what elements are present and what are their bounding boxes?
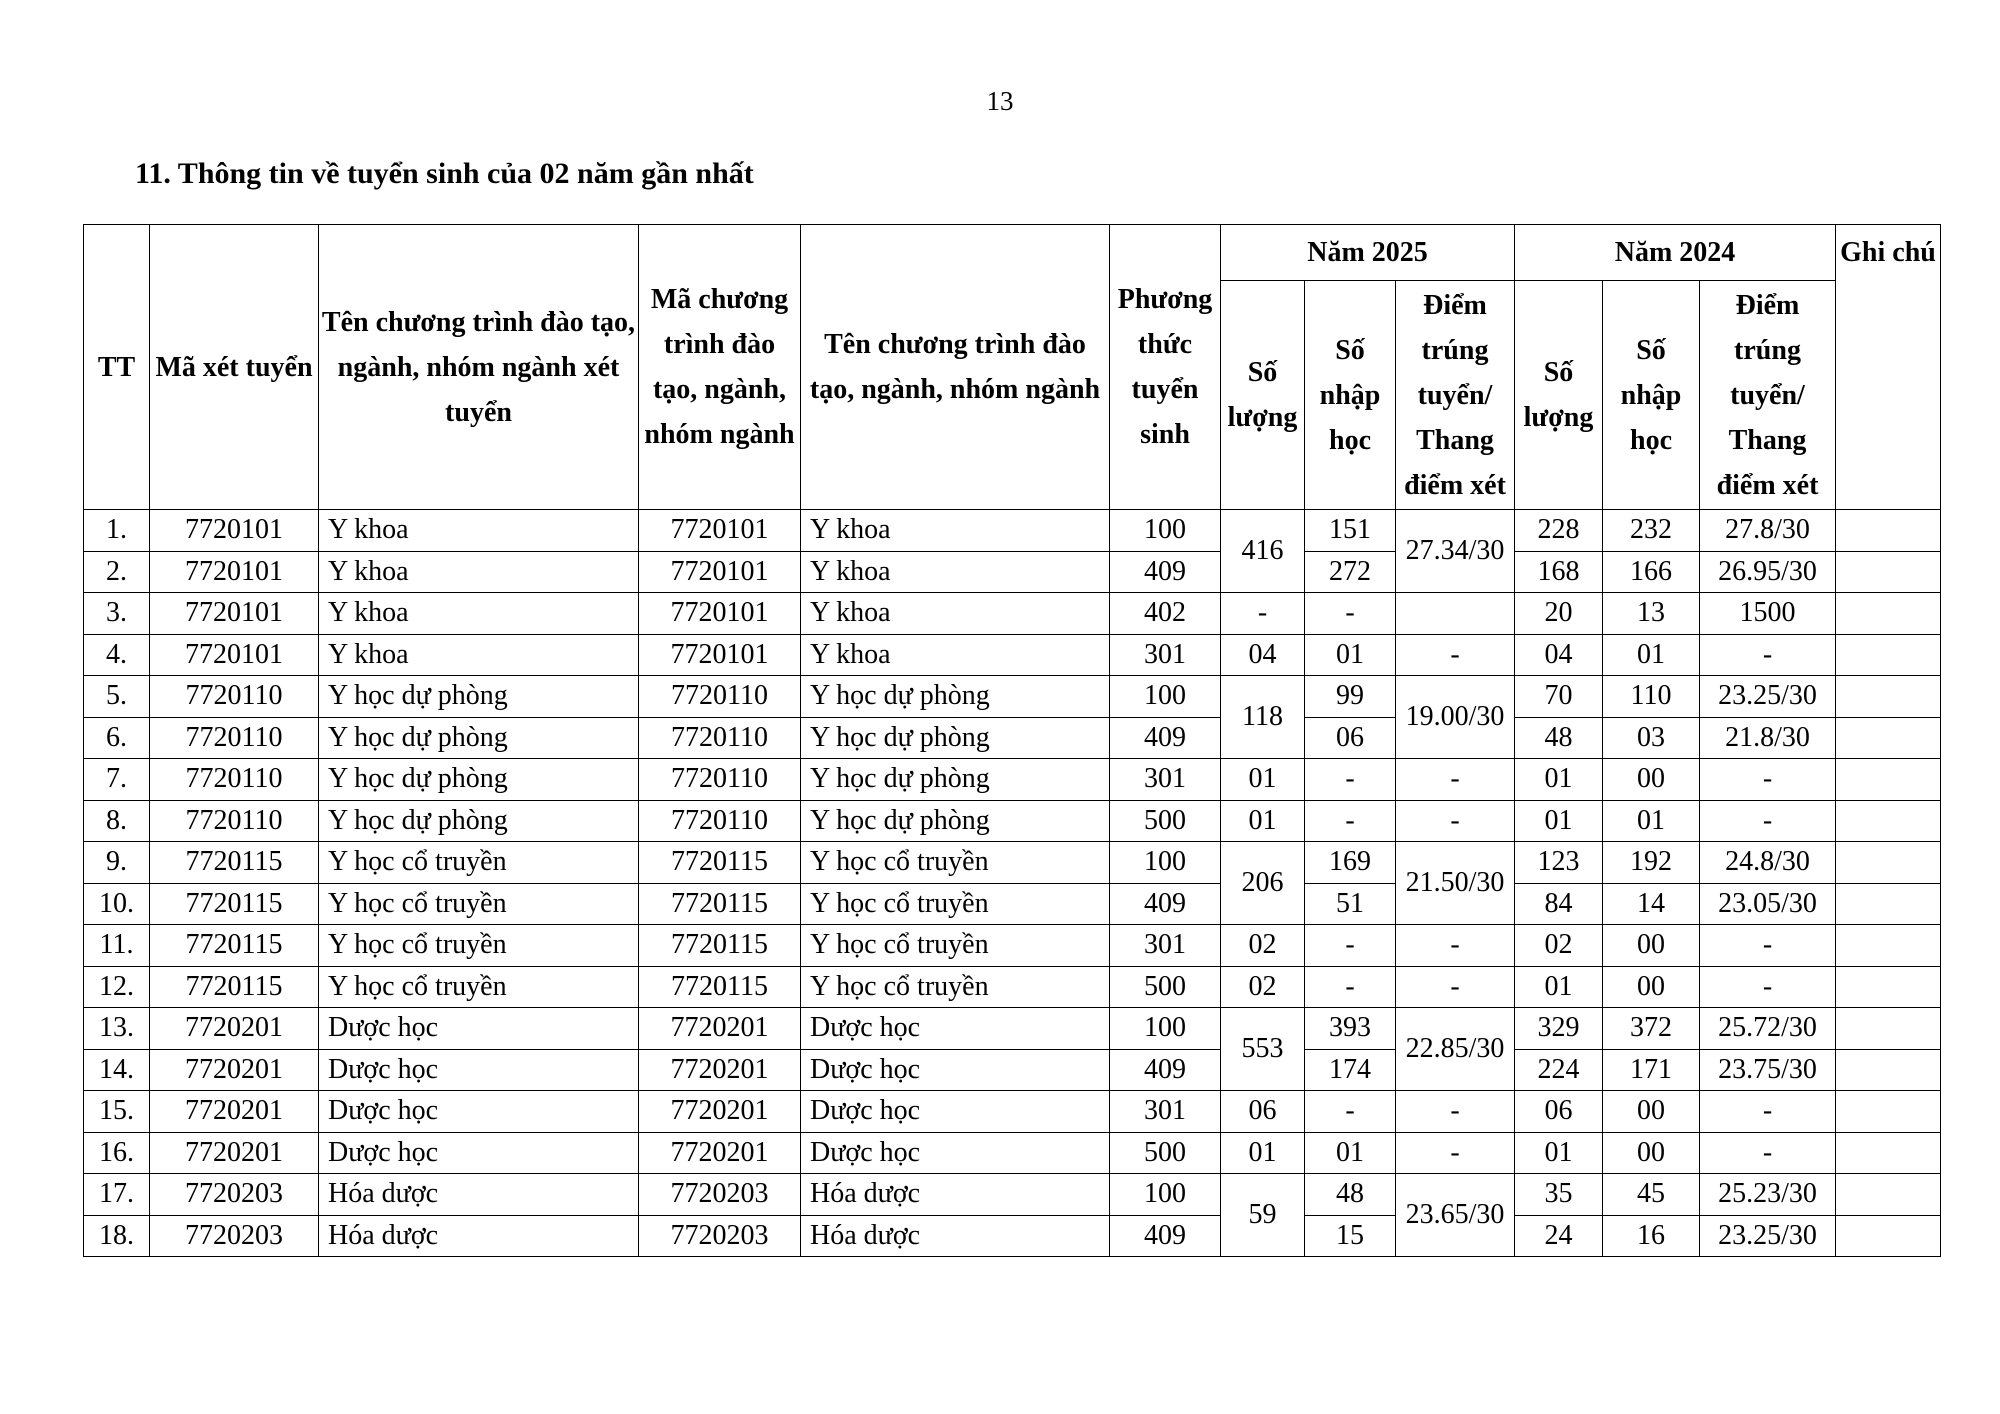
cell-so-luong-2025: 59 [1221,1174,1305,1257]
cell-so-luong-2025: 06 [1221,1091,1305,1133]
cell-so-luong-2025: 206 [1221,842,1305,925]
cell-diem-2024: 1500 [1700,593,1836,635]
cell-tt: 12. [84,966,150,1008]
table-row [84,925,1941,967]
cell-so-luong-2024: 01 [1515,966,1603,1008]
cell-so-nhap-hoc-2024: 110 [1603,676,1700,718]
cell-tt: 3. [84,593,150,635]
cell-ten-ct: Hóa dược [801,1174,1110,1216]
cell-diem-2025: - [1396,966,1515,1008]
cell-phuong-thuc: 409 [1110,717,1221,759]
cell-diem-2024: 25.23/30 [1700,1174,1836,1216]
table-row [84,966,1941,1008]
cell-so-nhap-hoc-2024: 166 [1603,551,1700,593]
cell-ma-ct: 7720201 [639,1091,801,1133]
cell-ma-xet-tuyen: 7720115 [150,842,319,884]
cell-ten-ct-xet-tuyen: Dược học [319,1132,639,1174]
cell-ten-ct: Y khoa [801,551,1110,593]
cell-phuong-thuc: 500 [1110,1132,1221,1174]
header-ghi-chu: Ghi chú [1836,225,1941,510]
cell-phuong-thuc: 301 [1110,925,1221,967]
cell-ghi-chu [1836,1174,1941,1216]
header-so-luong-2025: Số lượng [1221,281,1305,510]
cell-tt: 18. [84,1215,150,1257]
cell-ma-ct: 7720115 [639,966,801,1008]
cell-ghi-chu [1836,1091,1941,1133]
cell-tt: 14. [84,1049,150,1091]
cell-so-nhap-hoc-2024: 03 [1603,717,1700,759]
cell-so-luong-2025: 02 [1221,925,1305,967]
admissions-table [83,224,1941,1257]
table-row [84,593,1941,635]
cell-diem-2025: - [1396,800,1515,842]
cell-so-luong-2025: 01 [1221,1132,1305,1174]
table-row [84,1132,1941,1174]
cell-ten-ct-xet-tuyen: Y khoa [319,551,639,593]
cell-diem-2025: - [1396,634,1515,676]
header-diem-2025: Điểm trúng tuyển/ Thang điểm xét [1396,281,1515,510]
cell-ten-ct-xet-tuyen: Y khoa [319,634,639,676]
cell-so-nhap-hoc-2025: 51 [1305,883,1396,925]
cell-so-nhap-hoc-2024: 13 [1603,593,1700,635]
cell-ghi-chu [1836,634,1941,676]
cell-diem-2025: - [1396,759,1515,801]
cell-ten-ct: Y học cổ truyền [801,925,1110,967]
cell-ma-xet-tuyen: 7720101 [150,634,319,676]
cell-so-nhap-hoc-2024: 171 [1603,1049,1700,1091]
cell-tt: 8. [84,800,150,842]
table-body [84,510,1941,1257]
cell-ten-ct: Y học dự phòng [801,759,1110,801]
cell-so-luong-2025: 04 [1221,634,1305,676]
cell-ma-ct: 7720201 [639,1049,801,1091]
cell-diem-2024: - [1700,1132,1836,1174]
cell-so-luong-2025: 553 [1221,1008,1305,1091]
cell-ten-ct: Y học dự phòng [801,800,1110,842]
cell-ghi-chu [1836,1049,1941,1091]
cell-phuong-thuc: 301 [1110,1091,1221,1133]
cell-ma-xet-tuyen: 7720201 [150,1132,319,1174]
cell-so-luong-2025: 02 [1221,966,1305,1008]
cell-ten-ct-xet-tuyen: Y học dự phòng [319,676,639,718]
cell-tt: 1. [84,510,150,552]
table-header [84,225,1941,510]
cell-ghi-chu [1836,1008,1941,1050]
cell-ma-xet-tuyen: 7720203 [150,1215,319,1257]
cell-so-luong-2024: 01 [1515,759,1603,801]
cell-diem-2024: 23.25/30 [1700,676,1836,718]
cell-ten-ct-xet-tuyen: Dược học [319,1091,639,1133]
cell-ten-ct-xet-tuyen: Y học cổ truyền [319,966,639,1008]
cell-so-luong-2024: 70 [1515,676,1603,718]
cell-ten-ct-xet-tuyen: Y học cổ truyền [319,842,639,884]
cell-so-luong-2025: 118 [1221,676,1305,759]
cell-tt: 4. [84,634,150,676]
cell-ten-ct-xet-tuyen: Y khoa [319,510,639,552]
cell-so-luong-2024: 84 [1515,883,1603,925]
cell-so-luong-2024: 24 [1515,1215,1603,1257]
header-so-nhap-hoc-2025: Số nhập học [1305,281,1396,510]
cell-ma-xet-tuyen: 7720201 [150,1008,319,1050]
cell-so-nhap-hoc-2024: 01 [1603,634,1700,676]
cell-diem-2024: 23.75/30 [1700,1049,1836,1091]
cell-tt: 5. [84,676,150,718]
header-so-luong-2024: Số lượng [1515,281,1603,510]
cell-ten-ct: Y khoa [801,510,1110,552]
cell-so-nhap-hoc-2025: 151 [1305,510,1396,552]
cell-so-luong-2024: 01 [1515,800,1603,842]
cell-phuong-thuc: 500 [1110,966,1221,1008]
cell-ma-ct: 7720110 [639,676,801,718]
cell-diem-2025: - [1396,1132,1515,1174]
cell-phuong-thuc: 500 [1110,800,1221,842]
table-row [84,800,1941,842]
cell-so-nhap-hoc-2025: - [1305,759,1396,801]
cell-so-luong-2024: 06 [1515,1091,1603,1133]
cell-tt: 15. [84,1091,150,1133]
cell-ma-ct: 7720201 [639,1008,801,1050]
cell-ma-xet-tuyen: 7720101 [150,593,319,635]
cell-ma-xet-tuyen: 7720115 [150,883,319,925]
cell-so-nhap-hoc-2025: 169 [1305,842,1396,884]
cell-ten-ct-xet-tuyen: Hóa dược [319,1174,639,1216]
cell-diem-2025: - [1396,925,1515,967]
cell-diem-2024: - [1700,634,1836,676]
cell-so-luong-2024: 35 [1515,1174,1603,1216]
cell-so-nhap-hoc-2025: 01 [1305,1132,1396,1174]
cell-ten-ct: Y học cổ truyền [801,883,1110,925]
cell-phuong-thuc: 100 [1110,842,1221,884]
cell-phuong-thuc: 409 [1110,551,1221,593]
cell-so-luong-2024: 01 [1515,1132,1603,1174]
cell-diem-2024: 23.25/30 [1700,1215,1836,1257]
cell-ma-xet-tuyen: 7720115 [150,925,319,967]
cell-diem-2024: 25.72/30 [1700,1008,1836,1050]
cell-ten-ct-xet-tuyen: Dược học [319,1049,639,1091]
cell-ten-ct: Y học cổ truyền [801,842,1110,884]
table-row [84,759,1941,801]
cell-so-nhap-hoc-2024: 232 [1603,510,1700,552]
cell-diem-2024: - [1700,925,1836,967]
cell-ten-ct-xet-tuyen: Hóa dược [319,1215,639,1257]
cell-so-nhap-hoc-2024: 00 [1603,1091,1700,1133]
cell-ghi-chu [1836,925,1941,967]
header-ten-ct-xet-tuyen: Tên chương trình đào tạo, ngành, nhóm ngành xét tuyển [319,225,639,510]
cell-so-luong-2024: 20 [1515,593,1603,635]
cell-phuong-thuc: 409 [1110,1049,1221,1091]
cell-diem-2024: - [1700,966,1836,1008]
cell-so-nhap-hoc-2024: 14 [1603,883,1700,925]
cell-so-nhap-hoc-2024: 192 [1603,842,1700,884]
table-row [84,842,1941,884]
table-row [84,676,1941,718]
cell-phuong-thuc: 402 [1110,593,1221,635]
cell-ghi-chu [1836,1215,1941,1257]
cell-ma-ct: 7720203 [639,1174,801,1216]
cell-diem-2025: 27.34/30 [1396,510,1515,593]
cell-diem-2024: 23.05/30 [1700,883,1836,925]
cell-ten-ct: Y học dự phòng [801,676,1110,718]
cell-so-nhap-hoc-2024: 372 [1603,1008,1700,1050]
page-number: 13 [986,86,1014,116]
cell-ma-xet-tuyen: 7720201 [150,1091,319,1133]
header-nam-2024: Năm 2024 [1515,225,1836,281]
header-ten-ct: Tên chương trình đào tạo, ngành, nhóm ngành [801,225,1110,510]
cell-diem-2025: 19.00/30 [1396,676,1515,759]
cell-ghi-chu [1836,1132,1941,1174]
cell-ten-ct-xet-tuyen: Y học cổ truyền [319,925,639,967]
cell-so-nhap-hoc-2025: - [1305,925,1396,967]
cell-ma-ct: 7720115 [639,925,801,967]
cell-diem-2025: 23.65/30 [1396,1174,1515,1257]
cell-so-nhap-hoc-2025: 99 [1305,676,1396,718]
cell-so-nhap-hoc-2024: 16 [1603,1215,1700,1257]
cell-ghi-chu [1836,842,1941,884]
cell-phuong-thuc: 301 [1110,759,1221,801]
cell-so-nhap-hoc-2025: - [1305,800,1396,842]
cell-ma-ct: 7720115 [639,842,801,884]
cell-ma-ct: 7720201 [639,1132,801,1174]
cell-tt: 13. [84,1008,150,1050]
cell-so-luong-2025: 01 [1221,800,1305,842]
cell-ma-ct: 7720101 [639,593,801,635]
cell-ten-ct-xet-tuyen: Y khoa [319,593,639,635]
cell-ten-ct: Y khoa [801,593,1110,635]
cell-phuong-thuc: 100 [1110,510,1221,552]
header-ma-ct: Mã chương trình đào tạo, ngành, nhóm ngành [639,225,801,510]
cell-ghi-chu [1836,510,1941,552]
table-row [84,634,1941,676]
cell-so-nhap-hoc-2024: 00 [1603,966,1700,1008]
cell-diem-2024: 24.8/30 [1700,842,1836,884]
cell-ten-ct: Hóa dược [801,1215,1110,1257]
cell-ma-xet-tuyen: 7720110 [150,800,319,842]
header-tt: TT [84,225,150,510]
cell-ten-ct-xet-tuyen: Y học cổ truyền [319,883,639,925]
cell-ma-xet-tuyen: 7720115 [150,966,319,1008]
cell-so-nhap-hoc-2025: - [1305,966,1396,1008]
cell-tt: 7. [84,759,150,801]
cell-ghi-chu [1836,551,1941,593]
cell-ma-ct: 7720110 [639,800,801,842]
table-row [84,1174,1941,1216]
cell-ghi-chu [1836,717,1941,759]
table-row [84,717,1941,759]
cell-so-nhap-hoc-2025: 06 [1305,717,1396,759]
cell-tt: 11. [84,925,150,967]
cell-so-nhap-hoc-2024: 45 [1603,1174,1700,1216]
cell-so-nhap-hoc-2025: 393 [1305,1008,1396,1050]
cell-diem-2025: - [1396,1091,1515,1133]
cell-ten-ct-xet-tuyen: Y học dự phòng [319,759,639,801]
section-title: 11. Thông tin về tuyển sinh của 02 năm gần nhất [135,157,754,190]
cell-diem-2024: - [1700,759,1836,801]
cell-so-nhap-hoc-2025: 48 [1305,1174,1396,1216]
cell-so-luong-2024: 123 [1515,842,1603,884]
cell-ten-ct: Dược học [801,1008,1110,1050]
cell-so-luong-2024: 224 [1515,1049,1603,1091]
cell-ten-ct-xet-tuyen: Dược học [319,1008,639,1050]
cell-diem-2024: 26.95/30 [1700,551,1836,593]
cell-diem-2024: - [1700,1091,1836,1133]
cell-so-nhap-hoc-2024: 00 [1603,759,1700,801]
cell-so-nhap-hoc-2025: 174 [1305,1049,1396,1091]
cell-ten-ct: Y khoa [801,634,1110,676]
header-so-nhap-hoc-2024: Số nhập học [1603,281,1700,510]
cell-ten-ct-xet-tuyen: Y học dự phòng [319,717,639,759]
cell-ghi-chu [1836,593,1941,635]
header-diem-2024: Điểm trúng tuyển/ Thang điểm xét [1700,281,1836,510]
cell-ghi-chu [1836,966,1941,1008]
cell-tt: 2. [84,551,150,593]
cell-ghi-chu [1836,759,1941,801]
table-row [84,510,1941,552]
cell-ma-xet-tuyen: 7720101 [150,551,319,593]
cell-ma-ct: 7720101 [639,634,801,676]
cell-tt: 10. [84,883,150,925]
cell-so-nhap-hoc-2025: 01 [1305,634,1396,676]
cell-tt: 9. [84,842,150,884]
cell-so-nhap-hoc-2024: 01 [1603,800,1700,842]
cell-phuong-thuc: 409 [1110,883,1221,925]
cell-ma-xet-tuyen: 7720101 [150,510,319,552]
cell-diem-2024: - [1700,800,1836,842]
cell-ten-ct-xet-tuyen: Y học dự phòng [319,800,639,842]
cell-ma-ct: 7720101 [639,510,801,552]
cell-so-luong-2024: 329 [1515,1008,1603,1050]
cell-diem-2024: 21.8/30 [1700,717,1836,759]
table-row [84,551,1941,593]
header-phuong-thuc: Phương thức tuyển sinh [1110,225,1221,510]
cell-ma-ct: 7720203 [639,1215,801,1257]
table-row [84,1008,1941,1050]
cell-ma-xet-tuyen: 7720201 [150,1049,319,1091]
cell-ten-ct: Dược học [801,1091,1110,1133]
cell-ma-ct: 7720115 [639,883,801,925]
table-row [84,1049,1941,1091]
cell-tt: 16. [84,1132,150,1174]
cell-diem-2024: 27.8/30 [1700,510,1836,552]
cell-so-luong-2025: - [1221,593,1305,635]
cell-so-luong-2025: 01 [1221,759,1305,801]
cell-ma-ct: 7720110 [639,759,801,801]
cell-ghi-chu [1836,676,1941,718]
cell-phuong-thuc: 100 [1110,1174,1221,1216]
cell-so-nhap-hoc-2025: 272 [1305,551,1396,593]
cell-so-nhap-hoc-2025: - [1305,1091,1396,1133]
cell-so-nhap-hoc-2025: - [1305,593,1396,635]
header-ma-xet-tuyen: Mã xét tuyển [150,225,319,510]
cell-phuong-thuc: 409 [1110,1215,1221,1257]
cell-ten-ct: Y học cổ truyền [801,966,1110,1008]
cell-so-nhap-hoc-2024: 00 [1603,1132,1700,1174]
cell-so-luong-2024: 228 [1515,510,1603,552]
cell-so-luong-2024: 02 [1515,925,1603,967]
cell-ten-ct: Dược học [801,1132,1110,1174]
cell-so-luong-2024: 48 [1515,717,1603,759]
cell-ghi-chu [1836,800,1941,842]
cell-so-nhap-hoc-2024: 00 [1603,925,1700,967]
table-row [84,883,1941,925]
cell-so-nhap-hoc-2025: 15 [1305,1215,1396,1257]
table-row [84,1215,1941,1257]
cell-ma-xet-tuyen: 7720110 [150,676,319,718]
cell-ma-xet-tuyen: 7720203 [150,1174,319,1216]
cell-ma-xet-tuyen: 7720110 [150,717,319,759]
cell-ma-ct: 7720101 [639,551,801,593]
cell-tt: 17. [84,1174,150,1216]
header-nam-2025: Năm 2025 [1221,225,1515,281]
cell-diem-2025 [1396,593,1515,635]
cell-so-luong-2024: 04 [1515,634,1603,676]
cell-phuong-thuc: 100 [1110,676,1221,718]
cell-ten-ct: Dược học [801,1049,1110,1091]
table-row [84,1091,1941,1133]
cell-ten-ct: Y học dự phòng [801,717,1110,759]
cell-so-luong-2024: 168 [1515,551,1603,593]
cell-phuong-thuc: 301 [1110,634,1221,676]
cell-diem-2025: 21.50/30 [1396,842,1515,925]
cell-phuong-thuc: 100 [1110,1008,1221,1050]
cell-diem-2025: 22.85/30 [1396,1008,1515,1091]
cell-ma-xet-tuyen: 7720110 [150,759,319,801]
cell-ghi-chu [1836,883,1941,925]
cell-ma-ct: 7720110 [639,717,801,759]
cell-so-luong-2025: 416 [1221,510,1305,593]
cell-tt: 6. [84,717,150,759]
